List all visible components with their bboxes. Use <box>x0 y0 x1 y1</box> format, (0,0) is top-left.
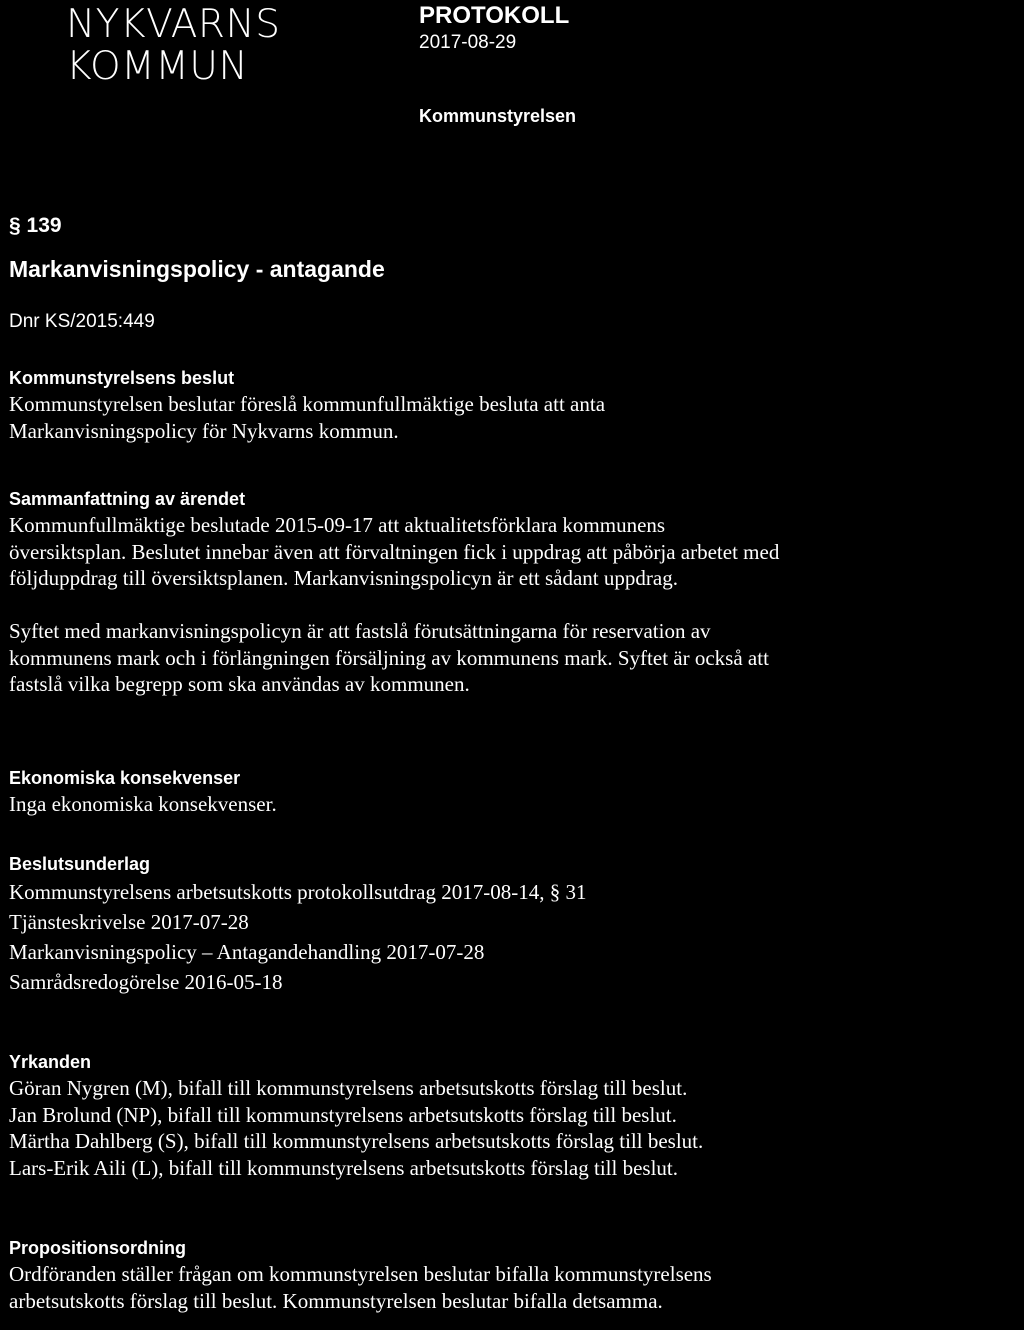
section-heading: Yrkanden <box>9 1052 92 1072</box>
paragraph-number: § 139 <box>9 214 62 237</box>
section-heading: Beslutsunderlag <box>9 854 151 874</box>
text-line: Kommunstyrelsen beslutar föreslå kommunfullmäktige besluta att anta <box>9 392 606 416</box>
document-type: PROTOKOLL <box>419 2 570 29</box>
text-line: Samrådsredogörelse 2016-05-18 <box>9 970 283 994</box>
text-line: Tjänsteskrivelse 2017-07-28 <box>9 910 249 934</box>
text-line: Syftet med markanvisningspolicyn är att fastslå förutsättningarna för reservation av <box>9 619 711 643</box>
text-line: Markanvisningspolicy för Nykvarns kommun. <box>9 418 399 443</box>
text-line: Ordföranden ställer frågan om kommunstyrelsen beslutar bifalla kommunstyrelsens <box>9 1262 712 1286</box>
section-motions <box>9 1049 703 1181</box>
logo-line-1: NYKVARNS <box>66 2 281 47</box>
item-title: Markanvisningspolicy - antagande <box>9 256 385 282</box>
text-line: Jan Brolund (NP), bifall till kommunstyrelsens arbetsutskotts förslag till beslut. <box>9 1102 677 1127</box>
section-purpose <box>9 618 769 698</box>
text-line: Märtha Dahlberg (S), bifall till kommunstyrelsens arbetsutskotts förslag till beslut. <box>9 1129 704 1153</box>
section-heading: Kommunstyrelsens beslut <box>9 368 235 388</box>
section-proposition-order <box>9 1235 712 1314</box>
registration-number: Dnr KS/2015:449 <box>9 311 155 332</box>
text-line: följduppdrag till översiktsplanen. Markanvisningspolicyn är ett sådant uppdrag. <box>9 566 678 590</box>
text-line: Inga ekonomiska konsekvenser. <box>9 792 277 816</box>
text-line: Lars-Erik Aili (L), bifall till kommunstyrelsens arbetsutskotts förslag till beslut. <box>9 1155 678 1180</box>
issuing-body: Kommunstyrelsen <box>419 106 577 126</box>
section-heading: Sammanfattning av ärendet <box>9 489 246 509</box>
text-line: arbetsutskotts förslag till beslut. Kommunstyrelsen beslutar bifalla detsamma. <box>9 1288 663 1313</box>
section-decision <box>9 365 605 444</box>
text-line: Kommunfullmäktige beslutade 2015-09-17 att aktualitetsförklara kommunens <box>9 513 666 537</box>
text-line: kommunens mark och i förlängningen försäljning av kommunens mark. Syftet är också att <box>9 645 769 670</box>
section-economic-consequences <box>9 765 277 818</box>
section-heading: Ekonomiska konsekvenser <box>9 768 241 788</box>
text-line: översiktsplan. Beslutet innebar även att förvaltningen fick i uppdrag att påbörja arbetet med <box>9 539 780 564</box>
text-line: Göran Nygren (M), bifall till kommunstyrelsens arbetsutskotts förslag till beslut. <box>9 1076 688 1100</box>
section-decision-basis <box>9 851 586 997</box>
text-line: Markanvisningspolicy – Antagandehandling 2017-07-28 <box>9 940 485 964</box>
text-line: Kommunstyrelsens arbetsutskotts protokollsutdrag 2017-08-14, § 31 <box>9 880 587 904</box>
municipality-logo <box>66 4 280 88</box>
text-line: fastslå vilka begrepp som ska användas av kommunen. <box>9 672 470 696</box>
section-summary <box>9 486 779 592</box>
document-date: 2017-08-29 <box>419 32 517 53</box>
logo-line-2: KOMMUN <box>66 44 249 89</box>
section-heading: Propositionsordning <box>9 1238 186 1258</box>
